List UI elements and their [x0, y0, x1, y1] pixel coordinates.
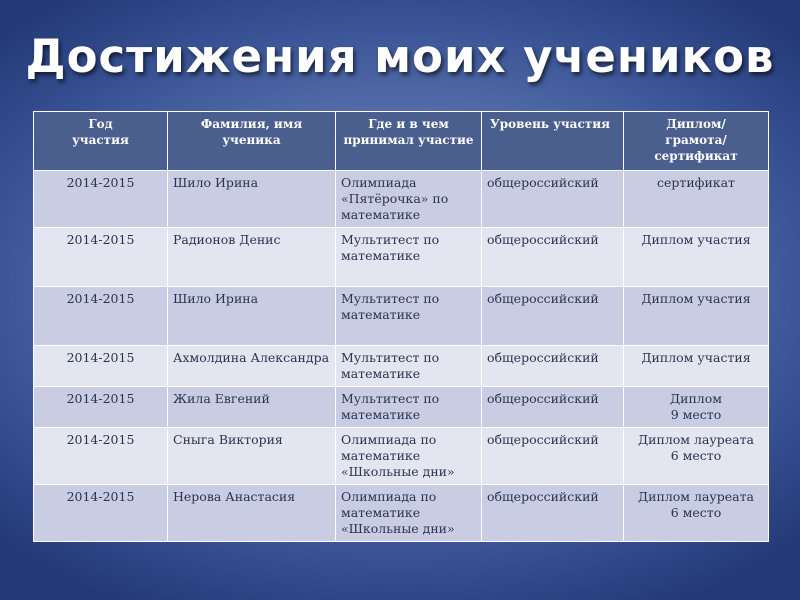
cell-level: общероссийский [482, 346, 624, 387]
cell-award: сертификат [624, 171, 769, 228]
header-student-name: Фамилия, имя ученика [168, 112, 336, 171]
table-row [34, 387, 769, 428]
table-header-row [34, 112, 769, 171]
cell-student: Шило Ирина [168, 171, 336, 228]
table-row [34, 428, 769, 485]
cell-award: Диплом лауреата 6 место [624, 485, 769, 542]
header-year: Год участия [34, 112, 168, 171]
cell-year: 2014-2015 [34, 428, 168, 485]
cell-student: Нерова Анастасия [168, 485, 336, 542]
cell-student: Шило Ирина [168, 287, 336, 346]
header-level: Уровень участия [482, 112, 624, 171]
cell-level: общероссийский [482, 387, 624, 428]
cell-student: Жила Евгений [168, 387, 336, 428]
cell-year: 2014-2015 [34, 485, 168, 542]
cell-award: Диплом лауреата 6 место [624, 428, 769, 485]
table-row [34, 228, 769, 287]
table-row [34, 171, 769, 228]
cell-award: Диплом участия [624, 287, 769, 346]
cell-year: 2014-2015 [34, 228, 168, 287]
cell-student: Радионов Денис [168, 228, 336, 287]
header-event: Где и в чем принимал участие [336, 112, 482, 171]
cell-level: общероссийский [482, 287, 624, 346]
cell-year: 2014-2015 [34, 287, 168, 346]
cell-event: Олимпиада «Пятёрочка» по математике [336, 171, 482, 228]
achievements-table [33, 111, 769, 542]
cell-event: Мультитест по математике [336, 387, 482, 428]
cell-student: Ахмолдина Александра [168, 346, 336, 387]
cell-level: общероссийский [482, 485, 624, 542]
cell-year: 2014-2015 [34, 171, 168, 228]
table-row [34, 485, 769, 542]
cell-event: Мультитест по математике [336, 346, 482, 387]
slide-title: Достижения моих учеников [25, 30, 775, 83]
cell-level: общероссийский [482, 228, 624, 287]
header-award: Диплом/ грамота/ сертификат [624, 112, 769, 171]
cell-event: Мультитест по математике [336, 287, 482, 346]
cell-level: общероссийский [482, 428, 624, 485]
cell-award: Диплом участия [624, 346, 769, 387]
cell-event: Олимпиада по математике «Школьные дни» [336, 428, 482, 485]
cell-award: Диплом участия [624, 228, 769, 287]
cell-event: Мультитест по математике [336, 228, 482, 287]
cell-year: 2014-2015 [34, 346, 168, 387]
table-row [34, 346, 769, 387]
cell-award: Диплом 9 место [624, 387, 769, 428]
cell-student: Сныга Виктория [168, 428, 336, 485]
cell-event: Олимпиада по математике «Школьные дни» [336, 485, 482, 542]
cell-year: 2014-2015 [34, 387, 168, 428]
cell-level: общероссийский [482, 171, 624, 228]
table-row [34, 287, 769, 346]
